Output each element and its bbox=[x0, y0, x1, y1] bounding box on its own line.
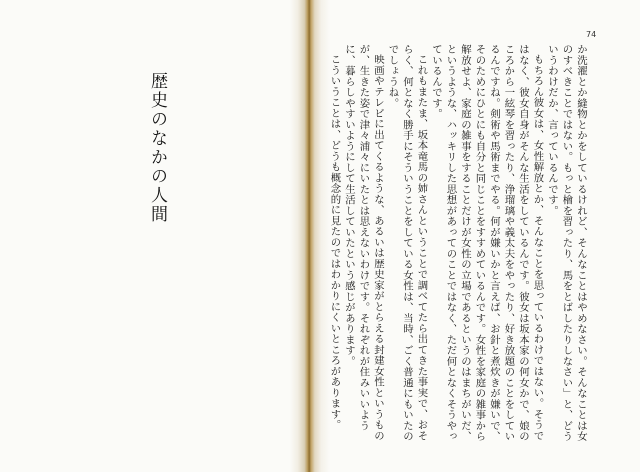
page-number: 74 bbox=[586, 30, 597, 39]
paragraph-1: か洗濯とか縫物とかをしているけれど、そんなことはやめなさい。そんなことは女のすべきことではない。もっと檜を習ったり、馬をとばしたりしなさい」と、どういうわけだか、言っているんです。 bbox=[546, 44, 587, 442]
paragraph-5: こういうことは、どうも概念的に見たのではわかりにくいところがあります。 bbox=[328, 54, 341, 431]
paragraph-4: 映画やテレビに出てくるような、あるいは歴史家がとらえる封建女性というものが、生きた姿で津々浦々にいたとは思えないわけです。それぞれが住みいいように、暮らしやすいようにして生活していたという感じがあります。 bbox=[343, 44, 384, 442]
paragraph-3: これもまたま、坂本竜馬の姉さんということで調べてたら出てきた事実で、おそらく、何となく勝手にそういうことをしている女性は、当時、ごく普通にもいたのでしょうね。 bbox=[386, 44, 428, 442]
body-text bbox=[328, 44, 588, 444]
left-page bbox=[0, 0, 303, 472]
paragraph-2: もちろん彼女は、女性解放とか、そんなことを思っているわけではない。そうではなく、彼女自身がそんな生活をしているんです。彼女は坂本家の何女かで、娘のころから一絃琴を習ったり、浄瑠璃や義太夫をやったり、好き放題のことをしているんですね。剣術や馬術までやる。何が嫌いかと言えば、お針と煮炊きが嫌いで、そのためにひとにも自分と同じことをすすめているんです。女性を家庭の雑事から解放せよ、家庭の雑事をすることだけが女性の立場であるというのはまちがいだ、というような、ハッキリした思想があってのことではなく、ただ何となくそうやっているんです。 bbox=[430, 44, 544, 442]
book-gutter bbox=[290, 0, 330, 472]
chapter-title: 歴史のなかの人間 bbox=[147, 72, 167, 224]
